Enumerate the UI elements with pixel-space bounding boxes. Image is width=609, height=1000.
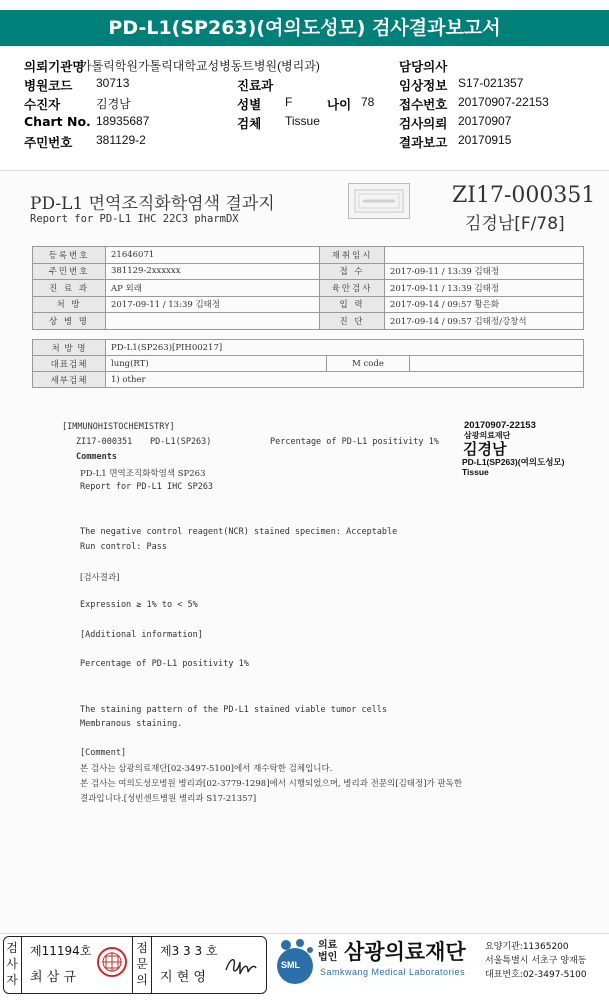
receipt-no-label: 접수번호 (399, 97, 448, 112)
ihc-test: PD-L1(SP263) (150, 437, 212, 447)
ihc-result: Percentage of PD-L1 positivity 1% (270, 437, 439, 447)
report-header (0, 0, 609, 52)
patient-info (0, 52, 609, 152)
table-cell: 2017-09-11 / 13:39 김태정 (385, 263, 584, 280)
hospital-code-value: 30713 (96, 76, 130, 90)
table-cell: 진 단 (320, 313, 385, 330)
rrn-value: 381129-2 (96, 133, 146, 147)
reviewer-label: 점문의 (136, 941, 148, 987)
patient-tag: 김경남[F/78] (465, 214, 565, 234)
table-cell: 381129-2xxxxxx (106, 263, 320, 280)
table-cell: 2017-09-14 / 09:57 황은화 (385, 296, 584, 313)
divider (132, 937, 133, 993)
table-row (33, 372, 584, 388)
report-title: PD-L1(SP263)(여의도성모) 검사결과보고서 (0, 10, 609, 46)
table-cell: 주민번호 (33, 263, 106, 280)
table-cell (410, 356, 584, 372)
care-no-label: 요양기관: (485, 942, 523, 952)
table-cell: 처 방 (33, 296, 106, 313)
table-cell: 상 병 명 (33, 313, 106, 330)
section-ihc: [IMMUNOHISTOCHEMISTRY] (62, 422, 175, 432)
footer (0, 934, 609, 1000)
sticker-number: 20170907-22153 (464, 420, 536, 431)
patient-label: 수진자 (24, 97, 61, 112)
phone-label: 대표번호: (485, 970, 523, 980)
clinical-info-value: S17-021357 (458, 76, 524, 90)
table-cell: 2017-09-11 / 13:39 김태정 (385, 280, 584, 297)
inspector-no: 제11194호 (30, 944, 92, 958)
ncr-line: The negative control reagent(NCR) stained specimen: Acceptable (80, 527, 398, 537)
table-row (33, 356, 584, 372)
table-cell: lung(RT) (106, 356, 327, 372)
table-cell: 1) other (106, 372, 584, 388)
comments-en: Report for PD-L1 IHC SP263 (80, 482, 214, 492)
positivity: Percentage of PD-L1 positivity 1% (80, 659, 249, 669)
staining-line: The staining pattern of the PD-L1 stained viable tumor cells (80, 705, 388, 715)
table-cell: M code (327, 356, 410, 372)
expression: Expression ≥ 1% to < 5% (80, 600, 198, 610)
age-value: 78 (361, 95, 375, 109)
table-cell: 2017-09-14 / 09:57 김태정/강창석 (385, 313, 584, 330)
table-row (33, 313, 584, 330)
care-no-value: 11365200 (522, 942, 569, 952)
dept-label: 진료과 (237, 78, 274, 93)
additional-header: [Additional information] (80, 630, 203, 640)
receipt-no-value: 20170907-22153 (458, 95, 549, 109)
age-label: 나이 (327, 97, 352, 112)
comment-line-3: 결과입니다.[성빈센트병원 병리과 S17-21357] (80, 794, 257, 804)
request-value: 20170907 (458, 114, 512, 128)
table-row (33, 247, 584, 264)
run-control: Run control: Pass (80, 542, 167, 552)
sticker-specimen: Tissue (462, 467, 489, 477)
table-cell: 재취임시 (320, 247, 385, 264)
zi-number: ZI17-000351 (452, 183, 596, 208)
table-cell: AP 외래 (106, 280, 320, 297)
table-cell: 육안검사 (320, 280, 385, 297)
chart-value: 18935687 (96, 114, 150, 128)
divider (21, 937, 22, 993)
table-cell: 2017-09-11 / 13:39 김태정 (106, 296, 320, 313)
org-name: 삼광의료재단 (344, 940, 466, 964)
registration-table (32, 246, 584, 330)
barcode-box (348, 183, 410, 219)
request-label: 검사의뢰 (399, 116, 448, 131)
comments-label: Comments (76, 452, 117, 462)
seal-icon (96, 946, 128, 978)
institution-value: 가톨릭학원가톨릭대학교성병동트병원(병리과) (80, 59, 320, 73)
address: 서울특별시 서초구 양재동 (485, 956, 587, 966)
specimen-value: Tissue (285, 114, 320, 128)
inspector-label: 검사자 (6, 941, 18, 987)
reviewer-name: 지 현 영 (160, 970, 206, 985)
inspector-name: 최 삼 규 (30, 970, 76, 985)
hospital-code-label: 병원코드 (24, 78, 73, 93)
report-title-en: Report for PD-L1 IHC 22C3 pharmDX (30, 213, 239, 225)
phone (485, 967, 587, 980)
table-cell (106, 313, 320, 330)
table-cell: 접 수 (320, 263, 385, 280)
reviewer-no: 제3 3 3 호 (160, 944, 218, 958)
patient-value: 김경남 (96, 97, 131, 111)
report-title-ko: PD-L1 면역조직화학염색 결과지 (30, 194, 275, 214)
order-table (32, 339, 584, 388)
barcode-icon (349, 184, 409, 218)
sex-label: 성별 (237, 97, 262, 112)
table-cell: 세부검체 (33, 372, 106, 388)
care-no (485, 939, 569, 952)
table-cell (385, 247, 584, 264)
table-cell: 입 력 (320, 296, 385, 313)
scanned-report (0, 170, 609, 934)
membranous: Membranous staining. (80, 719, 183, 729)
rrn-label: 주민번호 (24, 135, 73, 150)
sex-value: F (285, 95, 293, 109)
table-cell: 등록번호 (33, 247, 106, 264)
specimen-label: 검체 (237, 116, 262, 131)
report-date-value: 20170915 (458, 133, 512, 147)
report-date-label: 결과보고 (399, 135, 448, 150)
table-cell: 진 료 과 (33, 280, 106, 297)
chart-label: Chart No. (24, 114, 91, 129)
comment-header: [Comment] (80, 748, 127, 758)
table-row (33, 263, 584, 280)
divider (151, 937, 152, 993)
signature-icon (222, 950, 260, 978)
phone-value: 02-3497-5100 (522, 970, 587, 980)
comments-ko: PD-L1 면역조직화학염색 SP263 (80, 469, 206, 479)
table-row (33, 296, 584, 313)
sticker-name: 김경남 (463, 441, 507, 458)
table-cell: 21646071 (106, 247, 320, 264)
logo-text: SML (281, 960, 300, 970)
table-cell: 대표검체 (33, 356, 106, 372)
table-row (33, 340, 584, 356)
sticker-org: 삼광의료재단 (464, 431, 511, 440)
sticker-test: PD-L1(SP263)(여의도성모) (462, 457, 565, 467)
org-en: Samkwang Medical Laboratories (320, 967, 466, 977)
table-cell: 처 방 명 (33, 340, 106, 356)
table-row (33, 280, 584, 297)
clinical-info-label: 임상정보 (399, 78, 448, 93)
result-header: [검사결과] (80, 573, 120, 583)
table-cell: PD-L1(SP263)[PIH00217] (106, 340, 584, 356)
comment-line-1: 본 검사는 삼광의료재단[02-3497-5100]에서 재수탁한 검체입니다. (80, 764, 333, 774)
institution-label: 의뢰기관명 (24, 59, 85, 74)
comment-line-2: 본 검사는 여의도성모병원 병리과[02-3779-1298]에서 시행되었으며, 병리과 전문의[김태정]가 판독한 (80, 779, 463, 789)
ihc-number: ZI17-000351 (76, 437, 133, 447)
doctor-label: 담당의사 (399, 59, 448, 74)
org-small: 의료법인 (318, 940, 338, 963)
